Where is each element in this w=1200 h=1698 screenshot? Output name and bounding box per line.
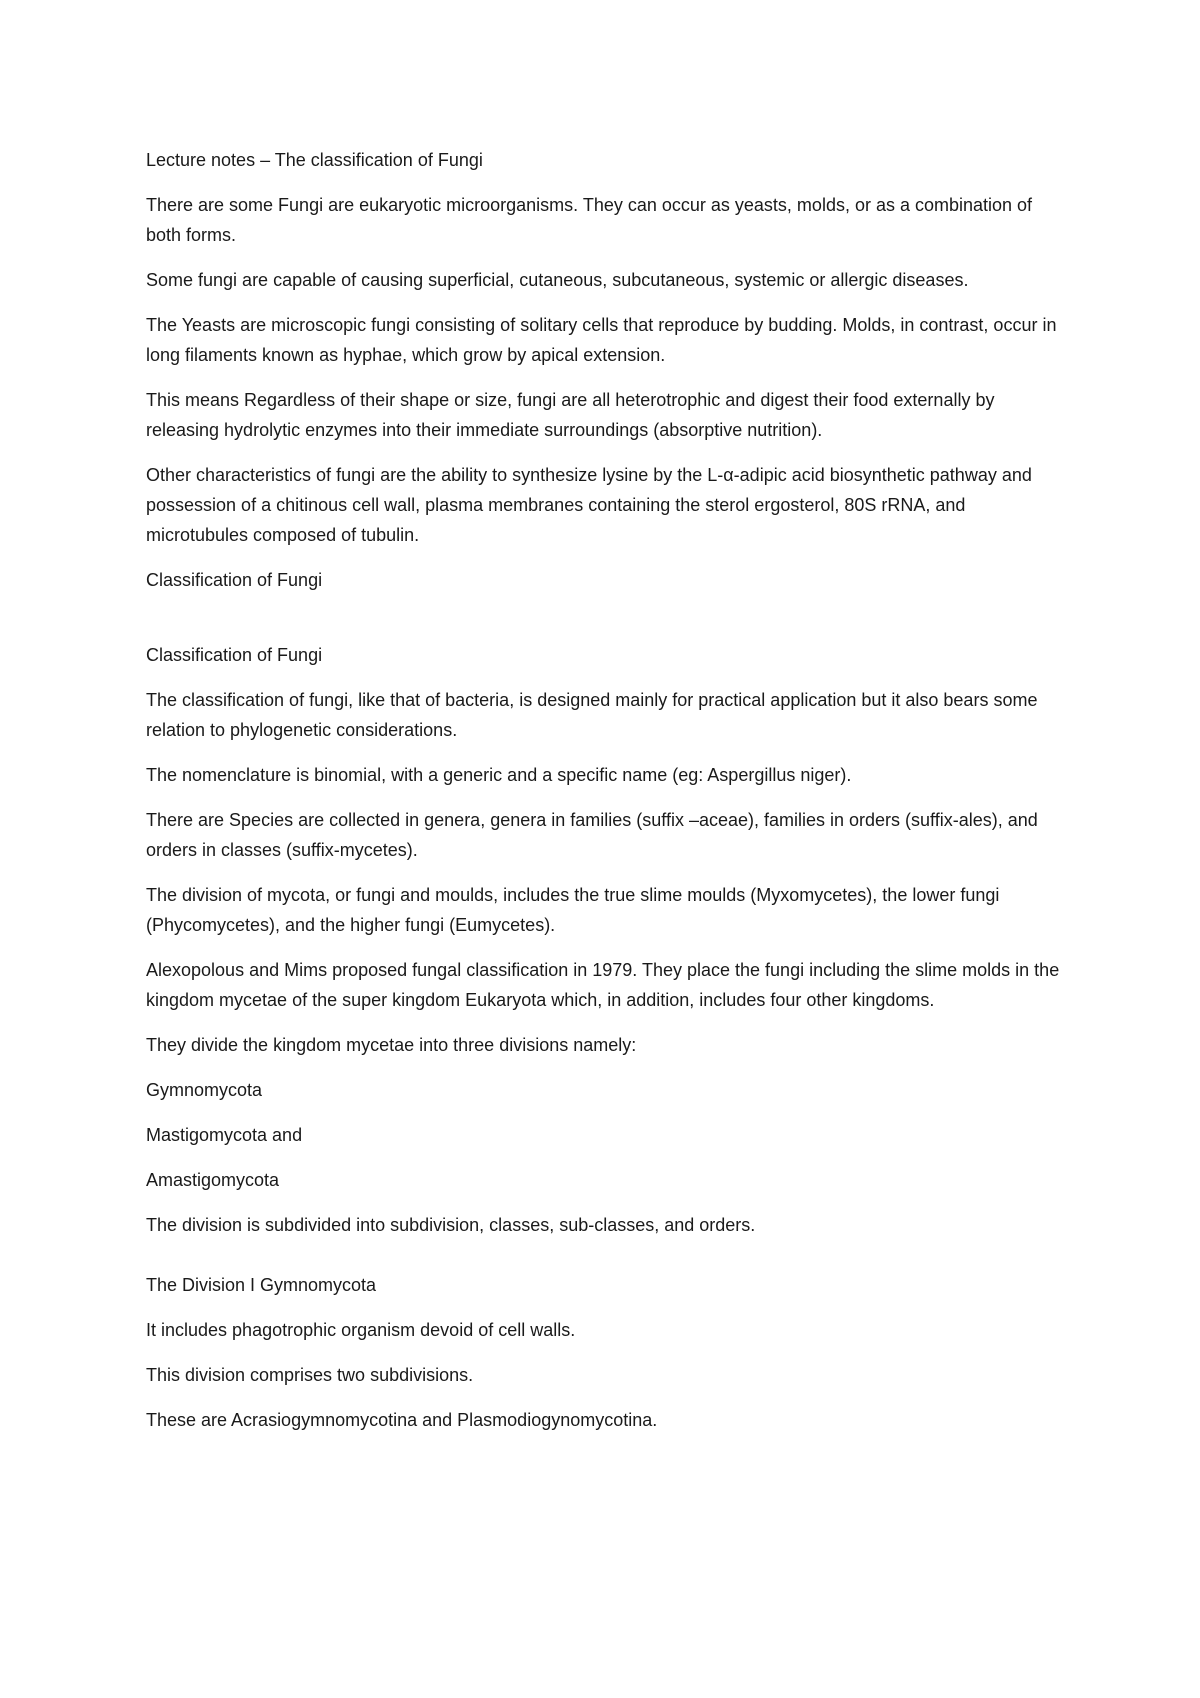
section-heading: The Division I Gymnomycota <box>146 1275 377 1295</box>
paragraph: It includes phagotrophic organism devoid of cell walls. <box>146 1320 576 1340</box>
paragraph: Other characteristics of fungi are the ability to synthesize lysine by the L-α-adipic acid biosynthetic pathway and possession of a chitinous cell wall, plasma membranes containing the sterol ergosterol, 80S rRNA, and microtubules composed of tubulin. <box>146 465 1032 545</box>
document-body <box>146 145 1066 1450</box>
list-item: Gymnomycota <box>146 1080 263 1100</box>
paragraph: There are some Fungi are eukaryotic microorganisms. They can occur as yeasts, molds, or as a combination of both forms. <box>146 195 1033 245</box>
paragraph: There are Species are collected in genera, genera in families (suffix –aceae), families in orders (suffix-ales), and orders in classes (suffix-mycetes). <box>146 810 1038 860</box>
paragraph: The Yeasts are microscopic fungi consisting of solitary cells that reproduce by budding. Molds, in contrast, occur in long filaments known as hyphae, which grow by apical extension. <box>146 315 1057 365</box>
paragraph: The division is subdivided into subdivision, classes, sub-classes, and orders. <box>146 1215 756 1235</box>
document-title: Lecture notes – The classification of Fungi <box>146 150 483 170</box>
paragraph: This division comprises two subdivisions. <box>146 1365 474 1385</box>
paragraph: The division of mycota, or fungi and moulds, includes the true slime moulds (Myxomycetes), the lower fungi (Phycomycetes), and the higher fungi (Eumycetes). <box>146 885 1000 935</box>
list-item: Mastigomycota and <box>146 1125 303 1145</box>
paragraph: Alexopolous and Mims proposed fungal classification in 1979. They place the fungi including the slime molds in the kingdom mycetae of the super kingdom Eukaryota which, in addition, includes four other kingdoms. <box>146 960 1060 1010</box>
section-heading: Classification of Fungi <box>146 645 323 665</box>
list-item: Amastigomycota <box>146 1170 280 1190</box>
paragraph: The classification of fungi, like that of bacteria, is designed mainly for practical application but it also bears some relation to phylogenetic considerations. <box>146 690 1038 740</box>
paragraph: This means Regardless of their shape or size, fungi are all heterotrophic and digest their food externally by releasing hydrolytic enzymes into their immediate surroundings (absorptive nutrition). <box>146 390 995 440</box>
section-heading: Classification of Fungi <box>146 570 323 590</box>
paragraph: The nomenclature is binomial, with a generic and a specific name (eg: Aspergillus niger). <box>146 765 852 785</box>
paragraph: They divide the kingdom mycetae into three divisions namely: <box>146 1035 637 1055</box>
paragraph: These are Acrasiogymnomycotina and Plasmodiogynomycotina. <box>146 1410 658 1430</box>
paragraph: Some fungi are capable of causing superficial, cutaneous, subcutaneous, systemic or allergic diseases. <box>146 270 969 290</box>
